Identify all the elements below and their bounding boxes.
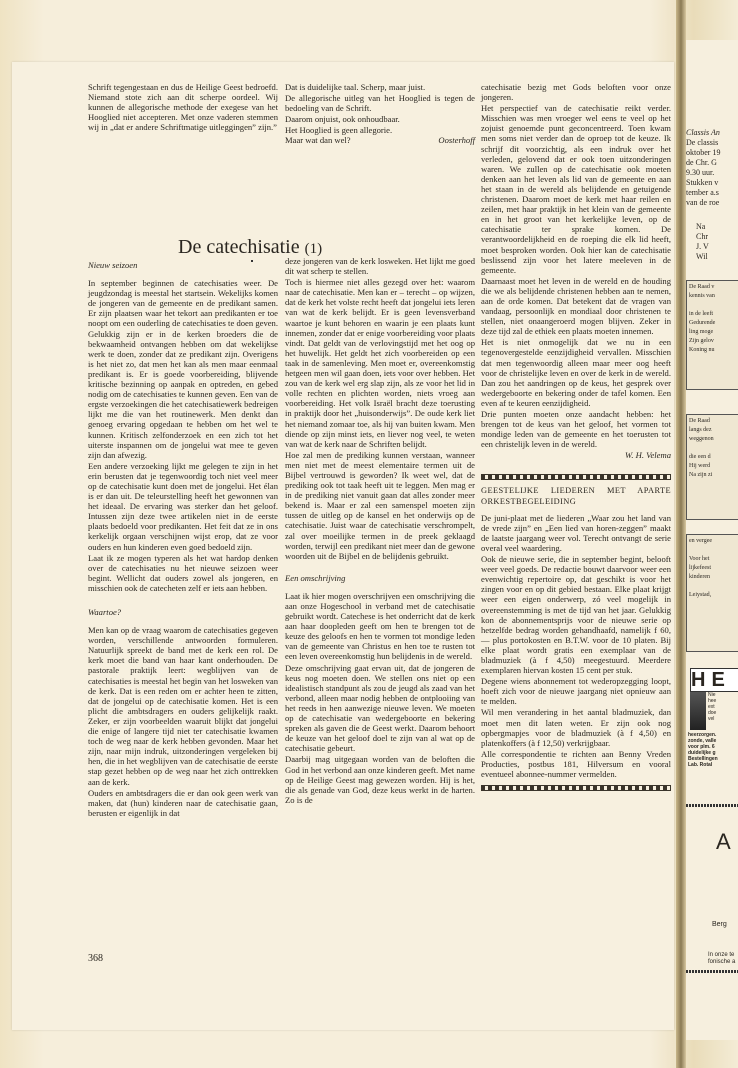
strip-line: lijkefeest	[689, 565, 711, 571]
author-signature-velema: W. H. Velema	[625, 450, 671, 461]
strip-line: die een d	[689, 454, 711, 460]
strip-line: Nie	[708, 692, 716, 698]
paragraph: Drie punten moeten onze aandacht hebben: het brengen tot de keus van het geloof, het vormen tot mondige leden van de gemeente en het toerusten tot een christelijk leven in de wereld.	[481, 409, 671, 450]
article-column-2	[285, 256, 475, 806]
paragraph: Laat ik ze mogen typeren als het wat hardop denken over de catechisaties nu het nieuwe seizoen weer begint. Wellicht dat ouders zowel als jongeren, en misschien ook de catecheten zelf er iets aan hebben.	[88, 552, 278, 593]
strip-line	[689, 582, 738, 591]
paragraph: Degene wiens abonnement tot wederopzegging loopt, hoeft zich voor de nieuwe jaargang niet opnieuw aan te melden.	[481, 676, 671, 707]
top-middle-line	[285, 135, 475, 145]
strip-notice-box-3	[686, 534, 738, 652]
ad-berg-text: Berg	[712, 921, 727, 928]
ad-border-bottom	[686, 970, 738, 973]
strip-line: Leiystad,	[689, 592, 712, 598]
top-left-text: Schrift tegengestaan en dus de Heilige Geest bedroefd. Niemand stote zich aan dit scherpe oordeel. Wij kunnen de allegorische methode der exegese van het Hooglied niet accepteren. Met onze vaderen stemmen wij in „dat er andere Schriftmatige uitleggingen” zijn.”	[88, 82, 278, 133]
strip-line: heerzorgen.	[688, 732, 717, 738]
strip-line: zonde, valle	[688, 738, 717, 744]
paragraph: Het perspectief van de catechisatie reikt verder. Misschien was men vroeger wel eens te veel op het zojuist genoemde punt geconcentreerd. Toen kwam men soms niet verder dan de oproep tot de keuze. Ik schrijf dit voorzichtig, als een indruk over het verleden, gelovend dat er ook toen uitzonderingen waren. We zullen op de catechisatie ook moeten denken aan het leven als lid van de gemeente en aan het staan in de wereld als belijdende en getuigende christenen. Daarom moet de kerk met haar reilen en zeilen, met haar praktijk in het klein van de gemeente en in het groot van het kerkelijke leven, op de catechisatie ter sprake komen. De verantwoordelijkheid en de roeping die elk lid heeft, moet besproken worden. Ook hier kan de catechisatie beslissend zijn voor het latere meeleven in de gemeente.	[481, 103, 671, 275]
paragraph: Toch is hiermee niet alles gezegd over het: waarom naar de catechisatie. Men kan er – terecht – op wijzen, dat de kerk het volste recht heeft dat jongelui iets leren van wat de kerk belijdt. Er is geen levensverband waartoe je kunt behoren en waarin je een plaats kunt innemen, zonder dat er enige voorbereiding voor plaats vindt. Dat geldt van de verlovingstijd met het oog op het huwelijk. Het geldt het zich voorbereiden op een taak in de samenleving. Men moet er, overeenkomstig hetgeen men wil gaan doen, iets voor over hebben. Het zou van de kerk wel erg slap zijn, als ze voor het lid in volle rechten en plichten worden, niets vroeg aan voorbereiding. Het volk Israël bracht deze toerusting in praktijk door het „huisonderwijs”. De oude kerk liet het niemand zomaar toe, als hij van buiten kwam. Men diende op zijn minst iets, en liever nog veel, te weten van wat de kerk naar de Schriften belijdt.	[285, 277, 475, 449]
strip-line: Na zijn zi	[689, 472, 713, 478]
strip-line: tember a.s	[686, 188, 719, 197]
strip-line	[689, 546, 738, 555]
strip-line: Zijn gelov	[689, 338, 714, 344]
paragraph: Men kan op de vraag waarom de catechisaties gegeven worden, verschillende antwoorden formuleren. Natuurlijk spreekt de band met de kerk een rol. De kerk moet die band van haar kant onderhouden. De pastorale praktijk leert: wegblijven van de catechisaties is meestal het begin van het losweken van de kerk. Dat is een reden om er achter heen te zitten, dat de jongelui op de catechisatie komen. Het is een plicht die ambtsdragers en ouders gelijkelijk raakt. Zeker, er zijn voorbeelden waaruit blijkt dat jongelui die enige of langere tijd niet ter catechisatie kwamen toch de weg naar de kerk hebben gevonden. Maar het zijn, naar mijn indruk, uitzonderingen vergeleken bij hen, die in het wegblijven van de catechisatie de eerste stap gezet hebben op de weg naar het zich onttrekken aan de kerk.	[88, 625, 278, 787]
strip-line: Voor het	[689, 556, 710, 562]
strip-line: weggenon	[689, 436, 714, 442]
subheading-een-omschrijving: Een omschrijving	[285, 572, 346, 583]
strip-line: ext	[708, 704, 715, 710]
ad-photo	[690, 692, 706, 730]
strip-line: doe	[708, 710, 717, 716]
strip-line: oktober 19	[686, 148, 721, 157]
paragraph: Daarbij mag uitgegaan worden van de beloften die God in het verbond aan onze kinderen geeft. Met name op de Heilige Geest mag gewezen worden. Hij is het, die als genade van God, deze keus werkt in de harten. Zo is de	[285, 754, 475, 805]
ad-text-bottom	[688, 732, 718, 768]
strip-notice-box-2	[686, 414, 738, 520]
strip-line: voor plm. 6	[688, 744, 715, 750]
paragraph: deze jongeren van de kerk losweken. Het lijkt me goed dit wat scherp te stellen.	[285, 256, 475, 277]
adjacent-page-strip	[686, 40, 738, 1040]
strip-line: De Raad	[689, 418, 710, 424]
strip-line	[689, 301, 738, 310]
paragraph: Een andere verzoeking lijkt me gelegen te zijn in het erin berusten dat je tegenwoordig toch niet veel meer op de catechisatie kunt doen met de jongelui. Het élan is er dan uit. De teleurstelling heeft het gewonnen van het ideaal. De ervaring was sterker dan het geloof. Intussen zijn deze twee artikelen niet in de eerste plaats bedoeld voor predikanten. Het feit dat ze in ons kerkelijk orgaan verschijnen wijst erop, dat ze voor ouders en hun kinderen even goed bedoeld zijn.	[88, 460, 278, 552]
paragraph: De juni-plaat met de liederen „Waar zou het land van de vrede zijn” en „Een lied van horen-zeggen” maakt de laatste jaargang weer vol. Terecht ontvangt de serie overal veel waardering.	[481, 512, 671, 553]
strip-line: Classis An	[686, 128, 720, 137]
strip-line: Koning nu	[689, 347, 715, 353]
strip-line: Hij werd	[689, 463, 711, 469]
top-middle-line: Dat is duidelijke taal. Scherp, maar juist.	[285, 82, 426, 92]
strip-line: fonische a	[708, 959, 736, 965]
strip-line: en vergee	[689, 538, 713, 544]
strip-line: 9.30 uur.	[686, 168, 715, 177]
strip-line: de Chr. G	[686, 158, 717, 167]
ad-text-right	[708, 692, 716, 722]
author-signature-oosterhoff: Oosterhoff	[438, 135, 475, 146]
article-column-3	[481, 82, 671, 797]
strip-line: Chr	[696, 232, 708, 241]
paragraph: Ouders en ambtsdragers die er dan ook geen werk van maken, dat (hun) kinderen naar de catechisatie gaan, berusten er eigenlijk in dat	[88, 787, 278, 818]
strip-line: J. V	[696, 242, 709, 251]
paragraph: In september beginnen de catechisaties weer. De jeugdzondag is meestal het startsein. Wekelijks komen de jongeren van de gemeente en de predikant samen. Er zijn plaatsen waar het tekort aan predikanten er toe noopt om een ouderling de catechisaties te doen geven. Gelukkig zijn er in de kerken broeders die de bekwaamheid ontvangen hebben om dat wekelijkse werk te doen, zonder dat ze predikant zijn. Overigens is het niet zo, dat men het kan als men maar eenmaal predikant is. Er is goede voorbereiding, blijvende kritische bezinning op aanpak en optreden, en gebed nodig om de catechisaties te kunnen geven. Een van de ergste verzoekingen die het catechisatiewerk bedreigen lijkt me die van het routinewerk. Men denkt dan genoeg ervaring opgedaan te hebben om het wel te kunnen. Kritisch zelfonderzoek en een zich tot het uiterste inspannen om de jongelui wat mee te geven zijn dan afwezig.	[88, 278, 278, 460]
notice-title: GEESTELIJKE LIEDEREN MET APARTE ORKESTBEGELEIDING	[481, 486, 671, 506]
strip-line: De classis	[686, 138, 719, 147]
paragraph: Alle correspondentie te richten aan Benny Vreden Producties, postbus 181, Hilversum en vooral eventueel abonnee-nummer vermelden.	[481, 748, 671, 779]
strip-line: duidelijke g	[688, 750, 716, 756]
top-left-column	[88, 82, 278, 133]
strip-line	[689, 444, 738, 453]
paragraph: Daarnaast moet het leven in de wereld en de houding die we als belijdende christenen hebben aan te nemen, aan de orde komen. Dat betekent dat de vragen van vandaag, persoonlijk en mondiaal door christenen te stellen, niet onaangeroerd mogen blijven. Zeker in deze tijd zal de ethiek een plaats moeten innemen.	[481, 275, 671, 337]
paragraph: catechisatie bezig met Gods beloften voor onze jongeren.	[481, 82, 671, 103]
strip-line: In onze te	[708, 952, 735, 958]
subheading-nieuw-seizoen: Nieuw seizoen	[88, 260, 138, 270]
strip-line: Wil	[696, 252, 708, 261]
ad-heading-box: HE	[690, 668, 738, 692]
article-column-1	[88, 256, 278, 819]
top-middle-line: De allegorische uitleg van het Hooglied is tegen de bedoeling van de Schrift.	[285, 93, 475, 114]
article-title-text: De catechisatie	[178, 236, 300, 258]
strip-line: hee	[708, 698, 717, 704]
strip-line: langs dez	[689, 427, 712, 433]
ad-big-letter: A	[716, 829, 731, 854]
paragraph: Ook de nieuwe serie, die in september begint, belooft weer veel goeds. De redactie bouwt daarvoor weer een evenwichtig repertoire op, dat geschikt is voor het zingen voor en op dit gebied bestaan. Elke plaat krijgt weer een eigen onderwerp, zó veel mogelijk in overeenstemming is met de tijd van het jaar. Gelukkig kon de abonnementsprijs voor de nieuwe serie op hetzelfde bedrag worden gehandhaafd, namelijk f 60,— plus portokosten en B.T.W. voor de 10 platen. Bij elke plaat wordt gratis een exemplaar van de bladmuziek (à f 4,50) meegestuurd. Meerdere exemplaren hiervan kosten 15 cent per stuk.	[481, 554, 671, 676]
strip-line: Stukken v	[686, 178, 719, 187]
strip-line: kinderen	[689, 574, 710, 580]
decorative-divider	[481, 474, 671, 480]
strip-line: De Raad v	[689, 284, 715, 290]
paragraph: Hoe zal men de prediking kunnen verstaan, wanneer men niet met de meest elementaire termen uit de Bijbel vertrouwd is geworden? Ik weet wel, dat de prediking ook tot taak heeft uit te leggen. Men mag er in de prediking niet vanuit gaan dat alles zonder meer bekend is. Maar er zal een samenspel moeten zijn tussen de uitleg op de kansel en het onderwijs op de catechisatie. Juist waar de catechisatie verschrompelt, zal over moeilijke termen in de preek geklaagd worden, terwijl een predikant niet meer dan de gewone woorden uit de Bijbel en de belijdenis gebruikt.	[285, 449, 475, 561]
paragraph: Deze omschrijving gaat ervan uit, dat de jongeren de keus nog moeten doen. We stellen ons niet op een idealistisch standpunt als zou de jeugd als zaad van het verbond, alleen maar nodig hebben de ontplooiing van het reeds in hen aanwezige nieuwe leven. We moeten op de catechisatie van wedergeboorte en bekering spreken als gaven die de Geest werkt. Daarom behoort de keuze van het geloof doel te zijn van al wat op de catechisatie gebeurt.	[285, 662, 475, 754]
strip-line: Lab. Rotal	[688, 762, 713, 768]
strip-line: kennis van	[689, 293, 715, 299]
strip-line: Gedurende	[689, 320, 716, 326]
ad-bottom-text	[708, 952, 735, 966]
binding-spine	[676, 0, 686, 1068]
strip-classis-text	[686, 128, 720, 208]
top-middle-question: Maar wat dan wel?	[285, 135, 351, 146]
strip-line: ling moge	[689, 329, 714, 335]
strip-names	[696, 222, 709, 262]
top-middle-line: Het Hooglied is geen allegorie.	[285, 125, 393, 136]
paragraph: Laat ik hier mogen overschrijven een omschrijving die aan onze Hogeschool in verband met de catechisatie gebruikt wordt. Catechese is het onderricht dat de kerk aan haar doopleden geeft om hen te brengen tot de keuze des geloofs en hen te vormen tot mondige leden van de gemeente van Christus en hen toe te rusten tot een leven overeenkomstig hun belijdenis in de wereld.	[285, 590, 475, 662]
strip-line: vel	[708, 716, 715, 722]
decorative-divider	[481, 785, 671, 791]
strip-notice-box-1	[686, 280, 738, 390]
strip-line: van de roe	[686, 198, 720, 207]
strip-line: Na	[696, 222, 706, 231]
top-middle-column	[285, 82, 475, 146]
ad-border-top	[686, 804, 738, 807]
paragraph: Het is niet onmogelijk dat we nu in een tegenovergestelde eenzijdigheid vervallen. Misschien dat men tegenwoordig alleen maar meer oog heeft voor de christelijke leven en over de kerk in de wereld. Dan zou het aandringen op de keus, het gesprek over wedergeboorte en bekering onder de tafel komen. Een even af te keuren eenzijdigheid.	[481, 337, 671, 408]
top-middle-line: Daarom onjuist, ook onhoudbaar.	[285, 114, 400, 125]
strip-line: Bestellingen	[688, 756, 718, 762]
strip-line: in de leeft	[689, 311, 713, 317]
subheading-waartoe: Waartoe?	[88, 607, 122, 617]
article-part: (1)	[304, 241, 323, 257]
paragraph: Wil men verandering in het aantal bladmuziek, dan moet men dit laten weten. Er zijn ook nog opbergmapjes voor de bladmuziek (à f 4,50) en platenkoffers (à f 12,50) verkrijgbaar.	[481, 707, 671, 748]
page-number: 368	[88, 953, 103, 964]
